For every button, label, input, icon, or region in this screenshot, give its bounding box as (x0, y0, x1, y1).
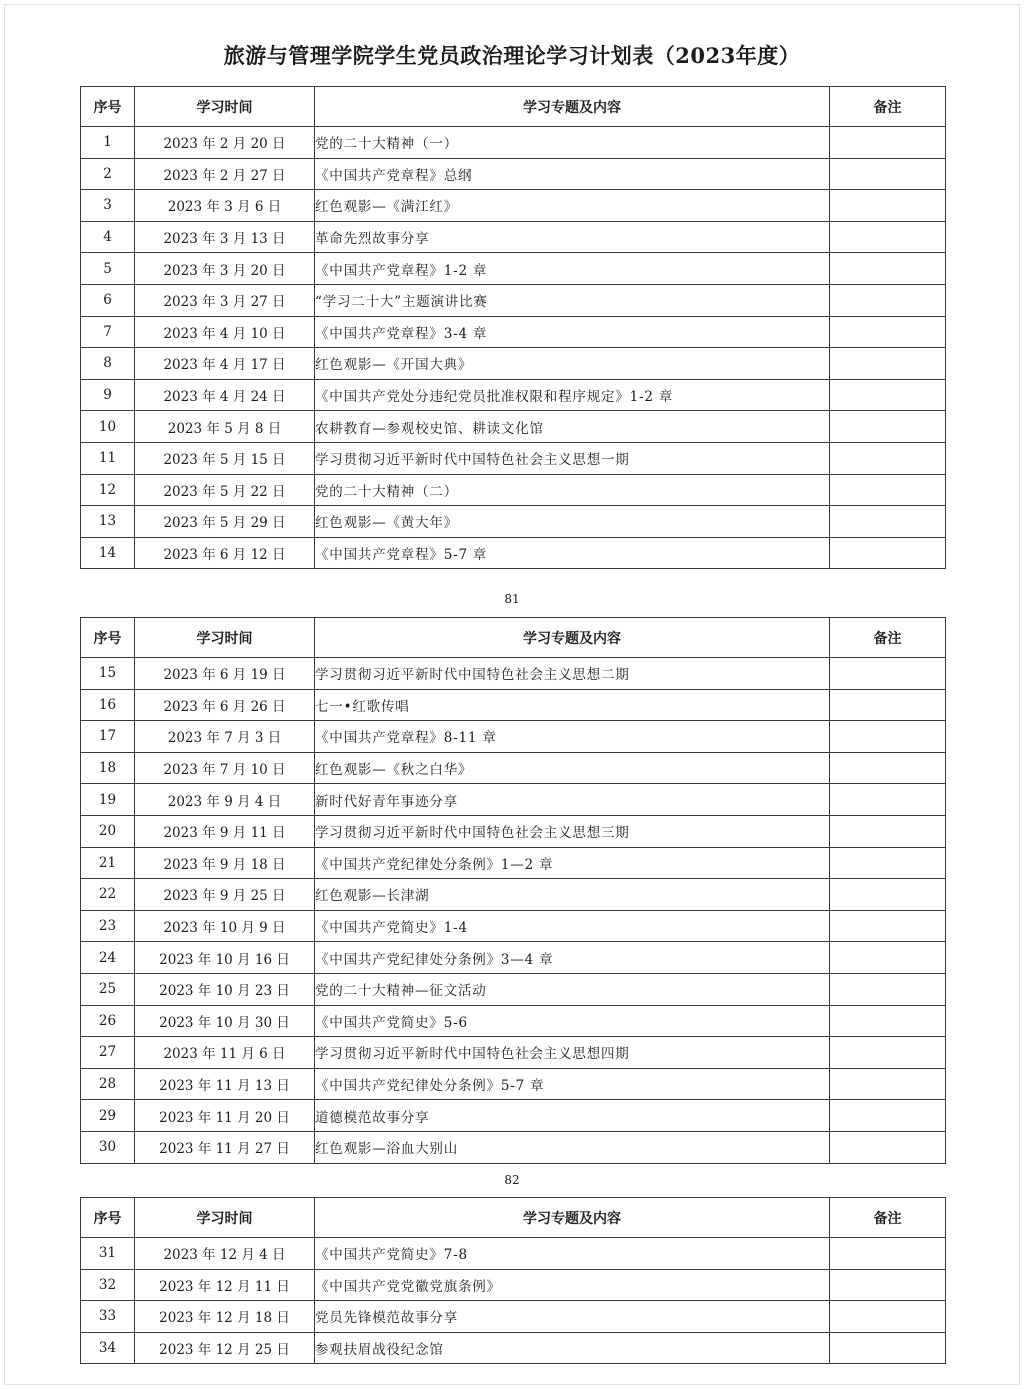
row-number: 5 (81, 253, 135, 285)
row-topic: 《中国共产党章程》1-2 章 (315, 253, 830, 285)
table-row (81, 689, 946, 721)
row-topic: 红色观影—《满江红》 (315, 190, 830, 222)
row-note (830, 379, 946, 411)
row-date: 2023 年 9 月 18 日 (135, 847, 315, 879)
row-note (830, 784, 946, 816)
row-number: 25 (81, 973, 135, 1005)
row-number: 16 (81, 689, 135, 721)
row-date: 2023 年 7 月 10 日 (135, 752, 315, 784)
row-number: 18 (81, 752, 135, 784)
table-row (81, 127, 946, 159)
row-number: 19 (81, 784, 135, 816)
row-date: 2023 年 10 月 9 日 (135, 910, 315, 942)
header-note: 备注 (830, 87, 946, 127)
row-topic: 红色观影—长津湖 (315, 879, 830, 911)
row-topic: 党的二十大精神—征文活动 (315, 973, 830, 1005)
row-date: 2023 年 9 月 11 日 (135, 815, 315, 847)
table-row (81, 1100, 946, 1132)
study-plan-table-2 (80, 617, 946, 1164)
row-number: 8 (81, 348, 135, 380)
header-topic: 学习专题及内容 (315, 1198, 830, 1238)
header-no: 序号 (81, 618, 135, 658)
row-topic: 《中国共产党纪律处分条例》5-7 章 (315, 1068, 830, 1100)
row-number: 21 (81, 847, 135, 879)
row-note (830, 1037, 946, 1069)
row-number: 30 (81, 1131, 135, 1163)
row-date: 2023 年 4 月 24 日 (135, 379, 315, 411)
row-number: 4 (81, 221, 135, 253)
table-header-row (81, 1198, 946, 1238)
row-date: 2023 年 10 月 16 日 (135, 942, 315, 974)
row-date: 2023 年 2 月 20 日 (135, 127, 315, 159)
row-number: 3 (81, 190, 135, 222)
table-row (81, 721, 946, 753)
row-date: 2023 年 3 月 20 日 (135, 253, 315, 285)
header-note: 备注 (830, 1198, 946, 1238)
table-row (81, 474, 946, 506)
row-number: 32 (81, 1269, 135, 1301)
row-topic: 农耕教育—参观校史馆、耕读文化馆 (315, 411, 830, 443)
row-topic: 党的二十大精神（二） (315, 474, 830, 506)
row-date: 2023 年 4 月 10 日 (135, 316, 315, 348)
row-number: 13 (81, 506, 135, 538)
row-number: 29 (81, 1100, 135, 1132)
row-note (830, 689, 946, 721)
table-row (81, 658, 946, 690)
row-note (830, 284, 946, 316)
row-topic: 《中国共产党章程》8-11 章 (315, 721, 830, 753)
row-note (830, 411, 946, 443)
row-topic: 《中国共产党纪律处分条例》3—4 章 (315, 942, 830, 974)
row-date: 2023 年 11 月 6 日 (135, 1037, 315, 1069)
row-note (830, 1068, 946, 1100)
table-row (81, 942, 946, 974)
row-date: 2023 年 5 月 22 日 (135, 474, 315, 506)
row-topic: 党的二十大精神（一） (315, 127, 830, 159)
table-row (81, 1005, 946, 1037)
study-plan-table-3 (80, 1197, 946, 1364)
row-note (830, 474, 946, 506)
row-date: 2023 年 3 月 13 日 (135, 221, 315, 253)
row-topic: 《中国共产党简史》7-8 (315, 1238, 830, 1270)
row-note (830, 348, 946, 380)
table-row (81, 973, 946, 1005)
row-number: 14 (81, 537, 135, 569)
row-note (830, 1332, 946, 1364)
row-note (830, 127, 946, 159)
row-number: 11 (81, 442, 135, 474)
row-number: 20 (81, 815, 135, 847)
row-topic: 《中国共产党处分违纪党员批准权限和程序规定》1-2 章 (315, 379, 830, 411)
row-date: 2023 年 12 月 25 日 (135, 1332, 315, 1364)
table-row (81, 221, 946, 253)
row-date: 2023 年 5 月 8 日 (135, 411, 315, 443)
row-date: 2023 年 11 月 20 日 (135, 1100, 315, 1132)
row-topic: 《中国共产党纪律处分条例》1—2 章 (315, 847, 830, 879)
table-row (81, 379, 946, 411)
row-date: 2023 年 2 月 27 日 (135, 158, 315, 190)
row-topic: 参观扶眉战役纪念馆 (315, 1332, 830, 1364)
row-number: 24 (81, 942, 135, 974)
row-number: 7 (81, 316, 135, 348)
table-row (81, 910, 946, 942)
table-row (81, 253, 946, 285)
table-row (81, 1332, 946, 1364)
row-note (830, 1005, 946, 1037)
row-topic: 七一•红歌传唱 (315, 689, 830, 721)
row-number: 27 (81, 1037, 135, 1069)
study-plan-table-1 (80, 86, 946, 569)
row-note (830, 506, 946, 538)
table-row (81, 1301, 946, 1333)
row-topic: 学习贯彻习近平新时代中国特色社会主义思想一期 (315, 442, 830, 474)
table-row (81, 1269, 946, 1301)
row-number: 1 (81, 127, 135, 159)
table-header-row (81, 618, 946, 658)
header-note: 备注 (830, 618, 946, 658)
table-row (81, 1068, 946, 1100)
table-row (81, 815, 946, 847)
header-topic: 学习专题及内容 (315, 87, 830, 127)
row-topic: 红色观影—《秋之白华》 (315, 752, 830, 784)
table-header-row (81, 87, 946, 127)
row-note (830, 942, 946, 974)
row-number: 6 (81, 284, 135, 316)
row-note (830, 1100, 946, 1132)
row-topic: 革命先烈故事分享 (315, 221, 830, 253)
row-note (830, 442, 946, 474)
row-topic: 红色观影—《开国大典》 (315, 348, 830, 380)
row-topic: 《中国共产党章程》5-7 章 (315, 537, 830, 569)
row-note (830, 973, 946, 1005)
row-date: 2023 年 12 月 18 日 (135, 1301, 315, 1333)
row-note (830, 752, 946, 784)
row-date: 2023 年 3 月 27 日 (135, 284, 315, 316)
row-date: 2023 年 5 月 29 日 (135, 506, 315, 538)
row-note (830, 537, 946, 569)
row-number: 23 (81, 910, 135, 942)
header-date: 学习时间 (135, 618, 315, 658)
row-note (830, 253, 946, 285)
row-number: 10 (81, 411, 135, 443)
row-date: 2023 年 10 月 30 日 (135, 1005, 315, 1037)
row-note (830, 879, 946, 911)
row-number: 2 (81, 158, 135, 190)
row-date: 2023 年 11 月 13 日 (135, 1068, 315, 1100)
page-number: 81 (504, 592, 520, 606)
row-date: 2023 年 7 月 3 日 (135, 721, 315, 753)
table-row (81, 190, 946, 222)
row-number: 31 (81, 1238, 135, 1270)
table-row (81, 847, 946, 879)
table-row (81, 506, 946, 538)
row-date: 2023 年 12 月 11 日 (135, 1269, 315, 1301)
row-note (830, 1131, 946, 1163)
document-title: 旅游与管理学院学生党员政治理论学习计划表（2023年度） (223, 43, 801, 68)
row-topic: 学习贯彻习近平新时代中国特色社会主义思想三期 (315, 815, 830, 847)
row-note (830, 221, 946, 253)
row-date: 2023 年 6 月 26 日 (135, 689, 315, 721)
table-row (81, 442, 946, 474)
table-row (81, 348, 946, 380)
table-row (81, 1131, 946, 1163)
row-topic: 《中国共产党简史》1-4 (315, 910, 830, 942)
row-note (830, 847, 946, 879)
row-topic: 党员先锋模范故事分享 (315, 1301, 830, 1333)
row-number: 26 (81, 1005, 135, 1037)
row-number: 33 (81, 1301, 135, 1333)
row-date: 2023 年 9 月 4 日 (135, 784, 315, 816)
row-note (830, 1238, 946, 1270)
row-note (830, 190, 946, 222)
table-row (81, 784, 946, 816)
row-note (830, 158, 946, 190)
header-date: 学习时间 (135, 87, 315, 127)
row-note (830, 910, 946, 942)
row-number: 34 (81, 1332, 135, 1364)
row-note (830, 1269, 946, 1301)
row-date: 2023 年 5 月 15 日 (135, 442, 315, 474)
row-date: 2023 年 12 月 4 日 (135, 1238, 315, 1270)
row-date: 2023 年 3 月 6 日 (135, 190, 315, 222)
row-topic: “学习二十大”主题演讲比赛 (315, 284, 830, 316)
table-row (81, 1238, 946, 1270)
row-date: 2023 年 11 月 27 日 (135, 1131, 315, 1163)
table-row (81, 879, 946, 911)
header-date: 学习时间 (135, 1198, 315, 1238)
row-number: 9 (81, 379, 135, 411)
row-number: 22 (81, 879, 135, 911)
row-topic: 道德模范故事分享 (315, 1100, 830, 1132)
row-topic: 红色观影—浴血大别山 (315, 1131, 830, 1163)
row-note (830, 721, 946, 753)
row-number: 17 (81, 721, 135, 753)
row-topic: 《中国共产党章程》总纲 (315, 158, 830, 190)
row-note (830, 815, 946, 847)
row-topic: 学习贯彻习近平新时代中国特色社会主义思想四期 (315, 1037, 830, 1069)
table-row (81, 158, 946, 190)
row-topic: 《中国共产党简史》5-6 (315, 1005, 830, 1037)
row-date: 2023 年 4 月 17 日 (135, 348, 315, 380)
row-topic: 新时代好青年事迹分享 (315, 784, 830, 816)
row-note (830, 316, 946, 348)
table-row (81, 1037, 946, 1069)
row-number: 12 (81, 474, 135, 506)
table-row (81, 752, 946, 784)
row-number: 28 (81, 1068, 135, 1100)
table-row (81, 411, 946, 443)
table-row (81, 316, 946, 348)
table-row (81, 537, 946, 569)
row-date: 2023 年 10 月 23 日 (135, 973, 315, 1005)
row-topic: 《中国共产党章程》3-4 章 (315, 316, 830, 348)
row-topic: 红色观影—《黄大年》 (315, 506, 830, 538)
header-no: 序号 (81, 87, 135, 127)
row-note (830, 1301, 946, 1333)
row-number: 15 (81, 658, 135, 690)
row-date: 2023 年 6 月 12 日 (135, 537, 315, 569)
row-date: 2023 年 6 月 19 日 (135, 658, 315, 690)
page-number: 82 (504, 1173, 520, 1187)
table-row (81, 284, 946, 316)
header-no: 序号 (81, 1198, 135, 1238)
header-topic: 学习专题及内容 (315, 618, 830, 658)
row-note (830, 658, 946, 690)
row-topic: 《中国共产党党徽党旗条例》 (315, 1269, 830, 1301)
row-topic: 学习贯彻习近平新时代中国特色社会主义思想二期 (315, 658, 830, 690)
row-date: 2023 年 9 月 25 日 (135, 879, 315, 911)
